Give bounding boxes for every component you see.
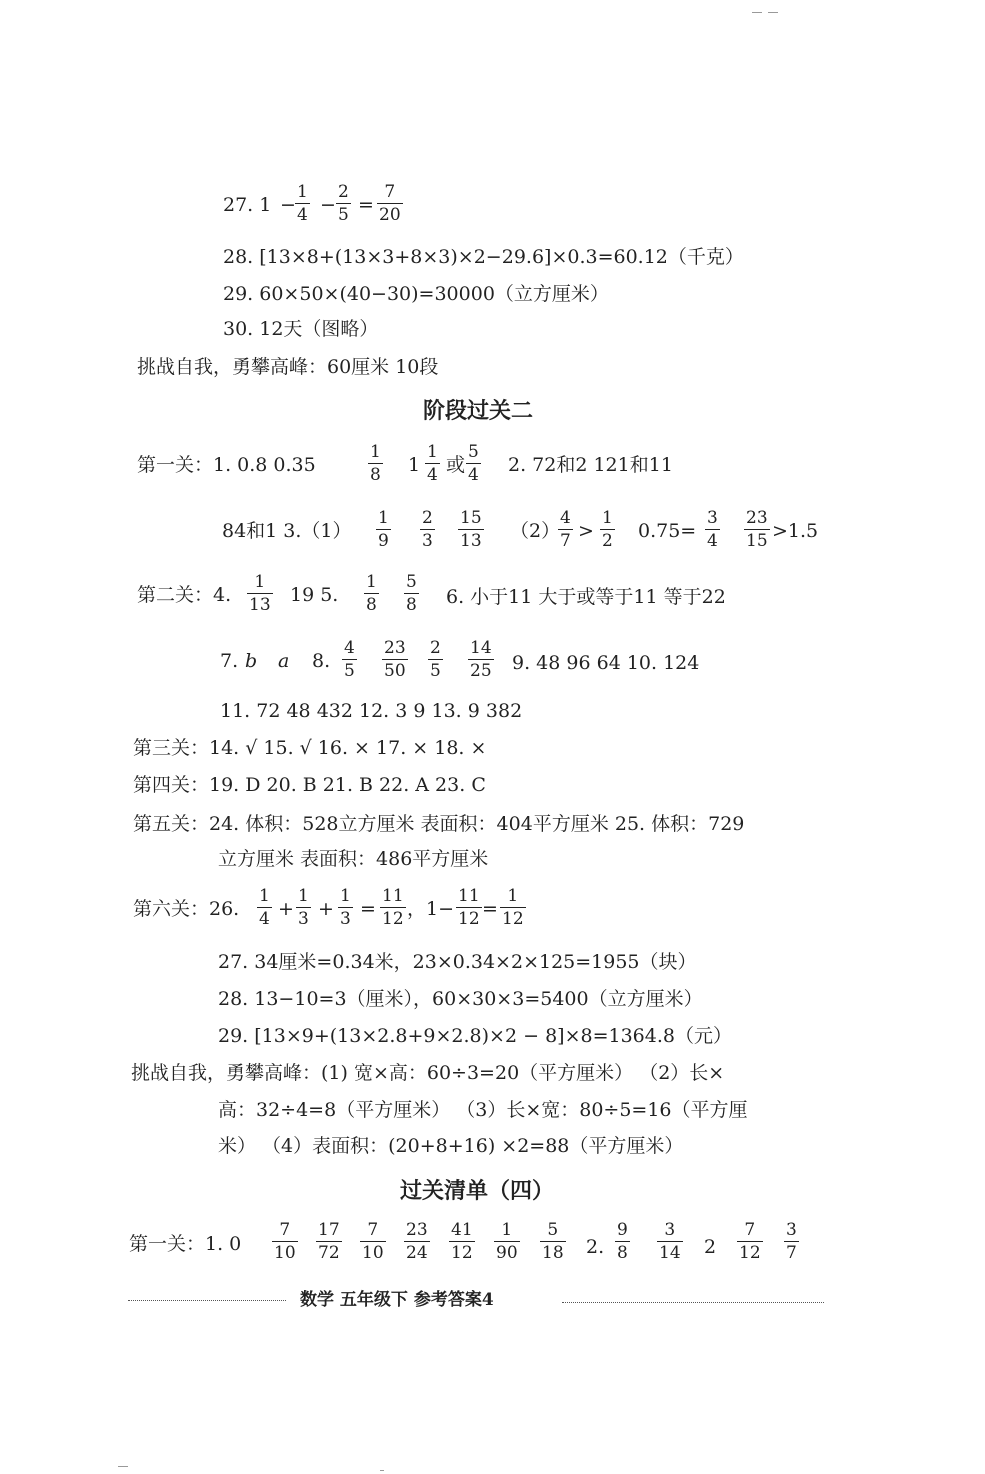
l2-frac7: 23 15 — [746, 508, 768, 551]
l10-frac6: 1 12 — [502, 886, 524, 929]
q27-frac3: 7 20 — [379, 182, 401, 225]
l2-frac5: 1 2 — [602, 508, 613, 551]
s3-frac3: 7 10 — [362, 1220, 384, 1263]
l10-plus2: + — [318, 898, 334, 920]
l4-a: a — [278, 650, 290, 672]
l10-frac2: 1 3 — [298, 886, 309, 929]
q27-minus1: − — [280, 194, 296, 216]
l1-frac3: 5 4 — [468, 442, 479, 485]
s3-frac10: 7 12 — [739, 1220, 761, 1263]
l10-eq1: = — [360, 898, 376, 920]
s3-two: 2 — [704, 1236, 717, 1258]
l2-frac2: 2 3 — [422, 508, 433, 551]
s3-frac8: 9 8 — [617, 1220, 628, 1263]
q30-line: 30. 12天（图略） — [223, 318, 379, 340]
l10-mid: ，1− — [407, 898, 455, 920]
s3-frac6: 1 90 — [496, 1220, 518, 1263]
q27-prefix: 27. 1 — [223, 194, 272, 216]
l4-frac4: 14 25 — [470, 638, 492, 681]
s3-frac11: 3 7 — [786, 1220, 797, 1263]
corner-mark — [768, 12, 778, 13]
l2-decimal: 0.75= — [638, 520, 697, 542]
level3-line: 第三关：14. √ 15. √ 16. × 17. × 18. × — [133, 737, 487, 759]
l2-gt: > — [578, 520, 594, 542]
footer-divider-right — [562, 1302, 824, 1303]
l4-end: 9. 48 96 64 10. 124 — [512, 652, 700, 674]
l13-line: 29. [13×9+(13×2.8+9×2.8)×2 − 8]×8=1364.8（元） — [218, 1025, 732, 1047]
q27-equals: = — [358, 194, 374, 216]
section-title-checklist4: 过关清单（四） — [400, 1178, 555, 1204]
l2-frac6: 3 4 — [707, 508, 718, 551]
l10-frac4: 11 12 — [382, 886, 404, 929]
s3-frac5: 41 12 — [451, 1220, 473, 1263]
l3-frac3: 5 8 — [406, 572, 417, 615]
q27-frac2: 2 5 — [338, 182, 349, 225]
l4-q7: 7. — [220, 650, 239, 672]
l4-frac3: 2 5 — [430, 638, 441, 681]
l3-frac1: 1 13 — [249, 572, 271, 615]
s3-frac4: 23 24 — [406, 1220, 428, 1263]
challenge2-line1: 挑战自我，勇攀高峰：(1) 宽×高：60÷3=20（平方厘米） （2）长× — [131, 1062, 725, 1084]
l1-or: 或 — [446, 454, 466, 476]
level4-line: 第四关：19. D 20. B 21. B 22. A 23. C — [133, 774, 486, 796]
l3-end: 6. 小于11 大于或等于11 等于22 — [446, 586, 726, 608]
s3-frac2: 17 72 — [318, 1220, 340, 1263]
level5-line2: 立方厘米 表面积：486平方厘米 — [218, 848, 489, 870]
q29-line: 29. 60×50×(40−30)=30000（立方厘米） — [223, 283, 609, 305]
l10-frac5: 11 12 — [458, 886, 480, 929]
q27-frac1: 1 4 — [297, 182, 308, 225]
l4-q8: 8. — [312, 650, 331, 672]
s3-frac1: 7 10 — [274, 1220, 296, 1263]
l2-frac1: 1 9 — [378, 508, 389, 551]
l1-rest: 2. 72和2 121和11 — [508, 454, 673, 476]
l4-frac2: 23 50 — [384, 638, 406, 681]
l2-part2: （2） — [510, 520, 561, 542]
level5-line: 第五关：24. 体积：528立方厘米 表面积：404平方厘米 25. 体积：729 — [133, 813, 745, 835]
footer-divider-left — [128, 1300, 286, 1301]
corner-mark — [752, 12, 762, 13]
l3-mid: 19 5. — [290, 584, 339, 606]
l10-eq2: = — [482, 898, 498, 920]
l4-frac1: 4 5 — [344, 638, 355, 681]
l10-frac3: 1 3 — [340, 886, 351, 929]
s3-q2: 2. — [586, 1236, 605, 1258]
level2-label: 第二关：4. — [137, 584, 232, 606]
l12-line: 28. 13−10=3（厘米），60×30×3=5400（立方厘米） — [218, 988, 703, 1010]
l2-frac3: 15 13 — [460, 508, 482, 551]
corner-mark — [380, 1470, 384, 1471]
s3-level1-label: 第一关：1. 0 — [129, 1233, 242, 1255]
l10-frac1: 1 4 — [259, 886, 270, 929]
l1-frac2: 1 4 — [427, 442, 438, 485]
level6-label: 第六关：26. — [133, 898, 240, 920]
l2-start: 84和1 3.（1） — [222, 520, 352, 542]
l5-line: 11. 72 48 432 12. 3 9 13. 9 382 — [220, 700, 523, 722]
footer-label: 数学 五年级下 参考答案4 — [300, 1290, 494, 1310]
l3-frac2: 1 8 — [366, 572, 377, 615]
l1-frac1: 1 8 — [370, 442, 381, 485]
l2-frac4: 4 7 — [560, 508, 571, 551]
l4-b: b — [245, 650, 258, 672]
challenge2-line2: 高：32÷4=8（平方厘米） （3）长×宽：80÷5=16（平方厘 — [218, 1099, 748, 1121]
l10-plus1: + — [278, 898, 294, 920]
l11-line: 27. 34厘米=0.34米，23×0.34×2×125=1955（块） — [218, 951, 697, 973]
s3-frac9: 3 14 — [659, 1220, 681, 1263]
challenge-line: 挑战自我，勇攀高峰：60厘米 10段 — [137, 356, 439, 378]
level1-label: 第一关：1. 0.8 0.35 — [137, 454, 316, 476]
corner-mark — [118, 1466, 128, 1467]
l2-end: >1.5 — [772, 520, 819, 542]
challenge2-line3: 米） （4）表面积：(20+8+16) ×2=88（平方厘米） — [218, 1135, 684, 1157]
section-title-stage2: 阶段过关二 — [423, 398, 534, 424]
q27-minus2: − — [320, 194, 336, 216]
l1-mixed-whole: 1 — [408, 454, 421, 476]
s3-frac7: 5 18 — [542, 1220, 564, 1263]
q28-line: 28. [13×8+(13×3+8×3)×2−29.6]×0.3=60.12（千克） — [223, 246, 744, 268]
